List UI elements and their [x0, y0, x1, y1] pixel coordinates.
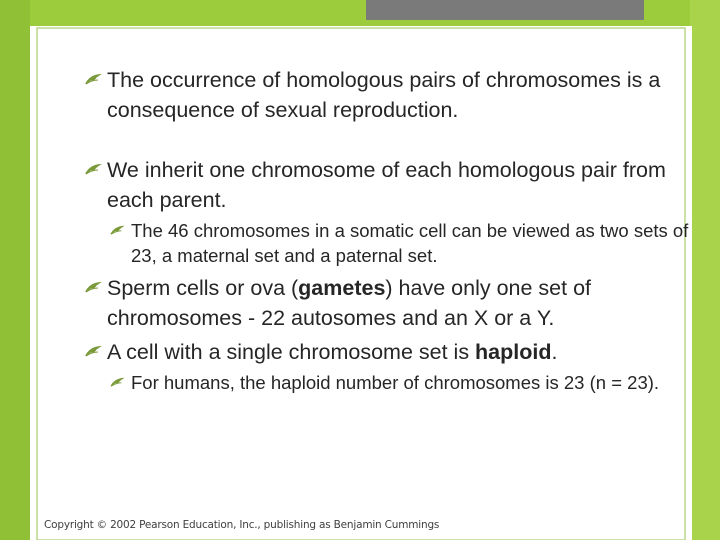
bullet-3-term-gametes: gametes: [298, 276, 386, 300]
bullet-4-sub-1-text: For humans, the haploid number of chromosomes is 23 (n = 23).: [131, 372, 660, 393]
bullet-2: [107, 155, 692, 215]
bullet-3-text-before: Sperm cells or ova (: [107, 276, 299, 300]
copyright-footer: Copyright © 2002 Pearson Education, Inc., publishing as Benjamin Cummings: [44, 519, 440, 531]
bullet-4-term-haploid: haploid: [475, 340, 552, 364]
bullet-1: [107, 65, 692, 125]
bullet-4-text-after: .: [551, 340, 558, 364]
bullet-2-sub-1-text: The 46 chromosomes in a somatic cell can be viewed as two sets of 23, a maternal set and a paternal set.: [131, 220, 689, 266]
leaf-swirl-icon: [84, 162, 104, 176]
leaf-swirl-icon: [84, 72, 104, 86]
bullet-4: [107, 337, 692, 367]
bullet-4-text-before: A cell with a single chromosome set is: [107, 340, 476, 364]
bullet-2-sub-1: [131, 218, 691, 268]
leaf-swirl-icon: [109, 224, 127, 236]
bullet-2-text: We inherit one chromosome of each homologous pair from each parent.: [107, 158, 666, 212]
bullet-3: [107, 273, 692, 333]
bullet-3-text-after: ) have only one set of chromosomes - 22 autosomes and an X or a Y.: [107, 276, 591, 330]
leaf-swirl-icon: [109, 376, 127, 388]
leaf-swirl-icon: [84, 280, 104, 294]
bullet-4-sub-1: [131, 370, 691, 395]
bullet-1-text: The occurrence of homologous pairs of chromosomes is a consequence of sexual reproduction.: [107, 68, 661, 122]
leaf-swirl-icon: [84, 344, 104, 358]
